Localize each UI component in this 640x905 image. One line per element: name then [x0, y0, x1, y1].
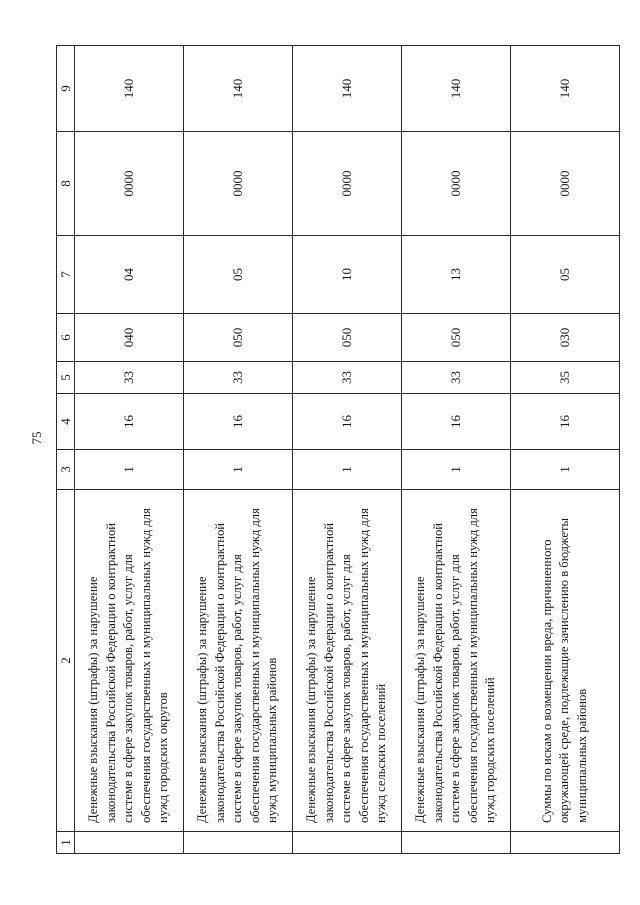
code-cell: 030 [511, 314, 620, 362]
row-number-cell [75, 832, 184, 854]
code-cell: 140 [511, 46, 620, 132]
page-number: 75 [29, 431, 44, 445]
code-cell: 1 [293, 450, 402, 490]
row-number-cell [402, 832, 511, 854]
header-cell: 7 [57, 236, 75, 314]
code-cell: 050 [402, 314, 511, 362]
description-cell: Денежные взыскания (штрафы) за нарушение законодательства Российской Федерации о контрактной системе в сфере закупок товаров, работ, услуг для обеспечения государственных и муниципальных нужд для нужд муниципальных районов [184, 490, 293, 832]
code-cell: 0000 [184, 132, 293, 236]
code-cell: 0000 [75, 132, 184, 236]
code-cell: 16 [511, 394, 620, 450]
code-cell: 16 [293, 394, 402, 450]
code-cell: 140 [184, 46, 293, 132]
rotated-page [56, 46, 600, 854]
header-cell: 5 [57, 362, 75, 394]
description-cell: Суммы по искам о возмещении вреда, причиненного окружающей среде, подлежащие зачислению в бюджеты муниципальных районов [511, 490, 620, 832]
description-cell: Денежные взыскания (штрафы) за нарушение законодательства Российской Федерации о контрактной системе в сфере закупок товаров, работ, услуг для обеспечения государственных и муниципальных нужд для нужд городских поселений [402, 490, 511, 832]
table-row [75, 46, 184, 854]
row-number-cell [293, 832, 402, 854]
table-row [511, 46, 620, 854]
code-cell: 05 [511, 236, 620, 314]
table-row [293, 46, 402, 854]
code-cell: 16 [75, 394, 184, 450]
code-cell: 13 [402, 236, 511, 314]
code-cell: 040 [75, 314, 184, 362]
code-cell: 140 [402, 46, 511, 132]
code-cell: 16 [402, 394, 511, 450]
code-cell: 0000 [293, 132, 402, 236]
code-cell: 33 [75, 362, 184, 394]
code-cell: 140 [75, 46, 184, 132]
code-cell: 33 [402, 362, 511, 394]
description-cell: Денежные взыскания (штрафы) за нарушение законодательства Российской Федерации о контрактной системе в сфере закупок товаров, работ, услуг для обеспечения государственных и муниципальных нужд для нужд сельских поселений [293, 490, 402, 832]
code-cell: 10 [293, 236, 402, 314]
code-cell: 04 [75, 236, 184, 314]
code-cell: 1 [402, 450, 511, 490]
code-cell: 1 [511, 450, 620, 490]
table-row [402, 46, 511, 854]
code-cell: 33 [293, 362, 402, 394]
code-cell: 0000 [511, 132, 620, 236]
code-cell: 16 [184, 394, 293, 450]
code-cell: 050 [293, 314, 402, 362]
code-cell: 050 [184, 314, 293, 362]
code-cell: 1 [75, 450, 184, 490]
code-cell: 140 [293, 46, 402, 132]
code-cell: 33 [184, 362, 293, 394]
row-number-cell [511, 832, 620, 854]
header-cell: 8 [57, 132, 75, 236]
table-header-row [57, 46, 75, 854]
header-cell: 4 [57, 394, 75, 450]
table-row [184, 46, 293, 854]
header-cell: 2 [57, 490, 75, 832]
header-cell: 1 [57, 832, 75, 854]
code-cell: 05 [184, 236, 293, 314]
header-cell: 9 [57, 46, 75, 132]
code-cell: 1 [184, 450, 293, 490]
description-cell: Денежные взыскания (штрафы) за нарушение законодательства Российской Федерации о контрактной системе в сфере закупок товаров, работ, услуг для обеспечения государственных и муниципальных нужд для нужд городских округов [75, 490, 184, 832]
code-cell: 35 [511, 362, 620, 394]
budget-codes-table [56, 45, 620, 854]
header-cell: 3 [57, 450, 75, 490]
row-number-cell [184, 832, 293, 854]
code-cell: 0000 [402, 132, 511, 236]
header-cell: 6 [57, 314, 75, 362]
